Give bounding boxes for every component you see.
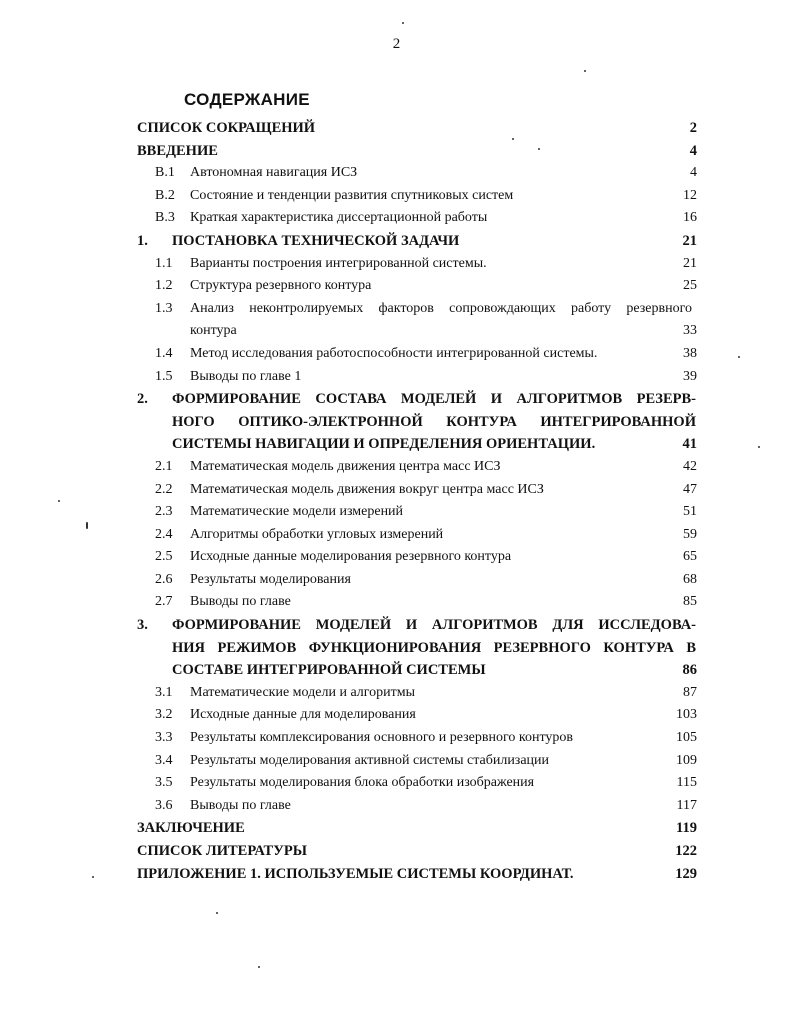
toc-entry-page: 33: [683, 323, 697, 339]
toc-entry-page: 85: [683, 594, 697, 610]
toc-entry-section[interactable]: [137, 456, 697, 479]
scan-speck: [402, 22, 404, 24]
toc-entry-section[interactable]: [137, 479, 697, 502]
toc-entry-text: Результаты моделирования активной системы стабилизации: [190, 752, 550, 768]
toc-entry-section[interactable]: [137, 546, 697, 569]
toc-entry-page: 2: [689, 120, 697, 136]
toc-entry-section[interactable]: [137, 682, 697, 705]
toc-entry-page: 21: [683, 255, 697, 271]
toc-entry-text: Выводы по главе: [190, 594, 291, 610]
toc-entry-number: В.2: [155, 187, 175, 203]
toc-entry-text-line: СОСТАВЕ ИНТЕГРИРОВАННОЙ СИСТЕМЫ: [172, 662, 486, 679]
toc-entry-text-line: Анализ неконтролируемых факторов сопровождающих работу резервного: [190, 300, 692, 316]
toc-entry-text: Математические модели и алгоритмы: [190, 684, 416, 700]
toc-entry-page: 117: [676, 797, 697, 813]
toc-entry-text: ВВЕДЕНИЕ: [137, 142, 218, 159]
toc-entry-number: 1.2: [155, 278, 173, 294]
toc-entry-number: 3.5: [155, 775, 173, 791]
toc-entry-text: Исходные данные для моделирования: [190, 707, 416, 723]
toc-entry-page: 119: [676, 820, 697, 837]
toc-entry-text: Автономная навигация ИСЗ: [190, 165, 358, 181]
toc-entry-chapter-2[interactable]: [137, 388, 697, 411]
toc-entry-section[interactable]: [137, 727, 697, 750]
toc-entry-chapter-3[interactable]: [137, 614, 697, 637]
toc-entry-page: 42: [683, 458, 697, 474]
toc-entry-section[interactable]: [137, 343, 697, 366]
toc-entry-chapter-2-continued[interactable]: [137, 433, 697, 456]
toc-entry-section[interactable]: [137, 298, 697, 321]
toc-entry-text-line: СИСТЕМЫ НАВИГАЦИИ И ОПРЕДЕЛЕНИЯ ОРИЕНТАЦИИ.: [172, 436, 596, 453]
toc-entry-page: 109: [676, 752, 697, 768]
toc-entry-text-line: ФОРМИРОВАНИЕ СОСТАВА МОДЕЛЕЙ И АЛГОРИТМОВ РЕЗЕРВ-: [172, 391, 696, 408]
toc-entry-page: 103: [676, 707, 697, 723]
toc-entry-page: 39: [683, 368, 697, 384]
toc-entry-chapter-1[interactable]: [137, 230, 697, 253]
toc-entry-text: Результаты комплексирования основного и резервного контуров: [190, 730, 574, 746]
toc-entry-appendix-1[interactable]: [137, 863, 697, 886]
page-title: СОДЕРЖАНИЕ: [184, 90, 310, 109]
toc-entry-number: 3.4: [155, 752, 173, 768]
toc-entry-text: ПОСТАНОВКА ТЕХНИЧЕСКОЙ ЗАДАЧИ: [172, 232, 460, 249]
toc-entry-section[interactable]: [137, 750, 697, 773]
toc-entry-section[interactable]: [137, 591, 697, 614]
toc-entry-text: Состояние и тенденции развития спутниковых систем: [190, 187, 514, 203]
toc-entry-page: 129: [675, 865, 697, 882]
toc-entry-text: Математическая модель движения центра масс ИСЗ: [190, 458, 501, 474]
toc-entry-number: 3.6: [155, 797, 173, 813]
toc-entry-number: 1.4: [155, 345, 173, 361]
scan-speck: [538, 148, 540, 150]
toc-entry-section[interactable]: [137, 162, 697, 185]
toc-entry-page: 38: [683, 345, 697, 361]
toc-entry-introduction[interactable]: [137, 140, 697, 163]
table-of-contents: [137, 117, 697, 885]
toc-entry-text-line: контура: [190, 323, 237, 339]
toc-entry-text: ПРИЛОЖЕНИЕ 1. ИСПОЛЬЗУЕМЫЕ СИСТЕМЫ КООРДИНАТ.: [137, 865, 574, 882]
toc-entry-section[interactable]: [137, 366, 697, 389]
toc-entry-number: 3.: [137, 617, 148, 634]
toc-entry-text: Алгоритмы обработки угловых измерений: [190, 526, 444, 542]
toc-entry-section[interactable]: [137, 524, 697, 547]
toc-entry-text: Результаты моделирования блока обработки изображения: [190, 775, 535, 791]
toc-entry-text: Результаты моделирования: [190, 571, 351, 587]
scan-speck: [584, 70, 586, 72]
toc-entry-number: 1.5: [155, 368, 173, 384]
scan-speck: [738, 356, 740, 358]
toc-entry-text: Математические модели измерений: [190, 504, 404, 520]
toc-entry-page: 86: [682, 662, 697, 679]
toc-entry-number: 2.: [137, 391, 148, 408]
toc-entry-abbreviations[interactable]: [137, 117, 697, 140]
toc-entry-page: 16: [683, 210, 697, 226]
toc-entry-text: Краткая характеристика диссертационной работы: [190, 210, 488, 226]
scan-speck: [92, 876, 94, 878]
toc-entry-page: 41: [682, 436, 697, 453]
toc-entry-section[interactable]: [137, 772, 697, 795]
toc-entry-text: Математическая модель движения вокруг центра масс ИСЗ: [190, 481, 544, 497]
toc-entry-number: 1.1: [155, 255, 173, 271]
scan-speck: [512, 138, 514, 140]
toc-entry-page: 25: [683, 278, 697, 294]
toc-entry-page: 4: [689, 142, 697, 159]
toc-entry-text-line: ФОРМИРОВАНИЕ МОДЕЛЕЙ И АЛГОРИТМОВ ДЛЯ ИССЛЕДОВА-: [172, 617, 696, 634]
toc-entry-page: 65: [683, 549, 697, 565]
toc-entry-number: В.1: [155, 165, 175, 181]
toc-entry-page: 105: [676, 730, 697, 746]
toc-entry-page: 21: [682, 232, 697, 249]
scan-speck: [86, 522, 88, 529]
scan-speck: [58, 500, 60, 502]
toc-entry-number: 3.2: [155, 707, 173, 723]
toc-entry-section[interactable]: [137, 795, 697, 818]
toc-entry-number: 2.2: [155, 481, 173, 497]
toc-entry-page: 51: [683, 504, 697, 520]
toc-entry-number: 2.6: [155, 571, 173, 587]
toc-entry-section[interactable]: [137, 207, 697, 230]
toc-entry-page: 12: [683, 187, 697, 203]
toc-entry-text: Варианты построения интегрированной системы.: [190, 255, 487, 271]
toc-entry-section-continued[interactable]: [137, 320, 697, 343]
toc-entry-page: 68: [683, 571, 697, 587]
toc-entry-section[interactable]: [137, 704, 697, 727]
toc-entry-number: 1.: [137, 232, 148, 249]
toc-entry-number: 3.3: [155, 730, 173, 746]
toc-entry-number: 2.4: [155, 526, 173, 542]
toc-entry-section[interactable]: [137, 185, 697, 208]
toc-entry-section[interactable]: [137, 569, 697, 592]
toc-entry-number: 2.3: [155, 504, 173, 520]
toc-entry-page: 47: [683, 481, 697, 497]
scan-speck: [258, 966, 260, 968]
toc-entry-text: ЗАКЛЮЧЕНИЕ: [137, 820, 245, 837]
scan-speck: [758, 446, 760, 448]
toc-entry-number: 1.3: [155, 300, 173, 316]
scan-speck: [216, 912, 218, 914]
toc-entry-section[interactable]: [137, 501, 697, 524]
toc-entry-conclusion[interactable]: [137, 817, 697, 840]
toc-entry-chapter-3-continued[interactable]: [137, 637, 697, 660]
toc-entry-text: Выводы по главе: [190, 797, 291, 813]
toc-entry-section[interactable]: [137, 253, 697, 276]
toc-entry-text-line: НИЯ РЕЖИМОВ ФУНКЦИОНИРОВАНИЯ РЕЗЕРВНОГО КОНТУРА В: [172, 639, 696, 656]
toc-entry-text: Структура резервного контура: [190, 278, 372, 294]
toc-entry-number: В.3: [155, 210, 175, 226]
toc-entry-number: 2.5: [155, 549, 173, 565]
toc-entry-page: 59: [683, 526, 697, 542]
page-number: 2: [392, 36, 401, 52]
toc-entry-text: Выводы по главе 1: [190, 368, 302, 384]
toc-entry-number: 3.1: [155, 684, 173, 700]
toc-entry-chapter-2-continued[interactable]: [137, 411, 697, 434]
toc-entry-references[interactable]: [137, 840, 697, 863]
toc-entry-number: 2.7: [155, 594, 173, 610]
toc-entry-page: 4: [690, 165, 697, 181]
toc-entry-text: Исходные данные моделирования резервного контура: [190, 549, 512, 565]
toc-entry-text-line: НОГО ОПТИКО-ЭЛЕКТРОННОЙ КОНТУРА ИНТЕГРИРОВАННОЙ: [172, 413, 696, 430]
toc-entry-section[interactable]: [137, 275, 697, 298]
toc-entry-text: СПИСОК СОКРАЩЕНИЙ: [137, 120, 316, 136]
toc-entry-page: 87: [683, 684, 697, 700]
toc-entry-text: СПИСОК ЛИТЕРАТУРЫ: [137, 843, 307, 859]
toc-entry-page: 115: [676, 775, 697, 791]
toc-entry-text: Метод исследования работоспособности интегрированной системы.: [190, 345, 598, 361]
toc-entry-page: 122: [675, 843, 697, 859]
toc-entry-number: 2.1: [155, 458, 173, 474]
toc-entry-chapter-3-continued[interactable]: [137, 659, 697, 682]
